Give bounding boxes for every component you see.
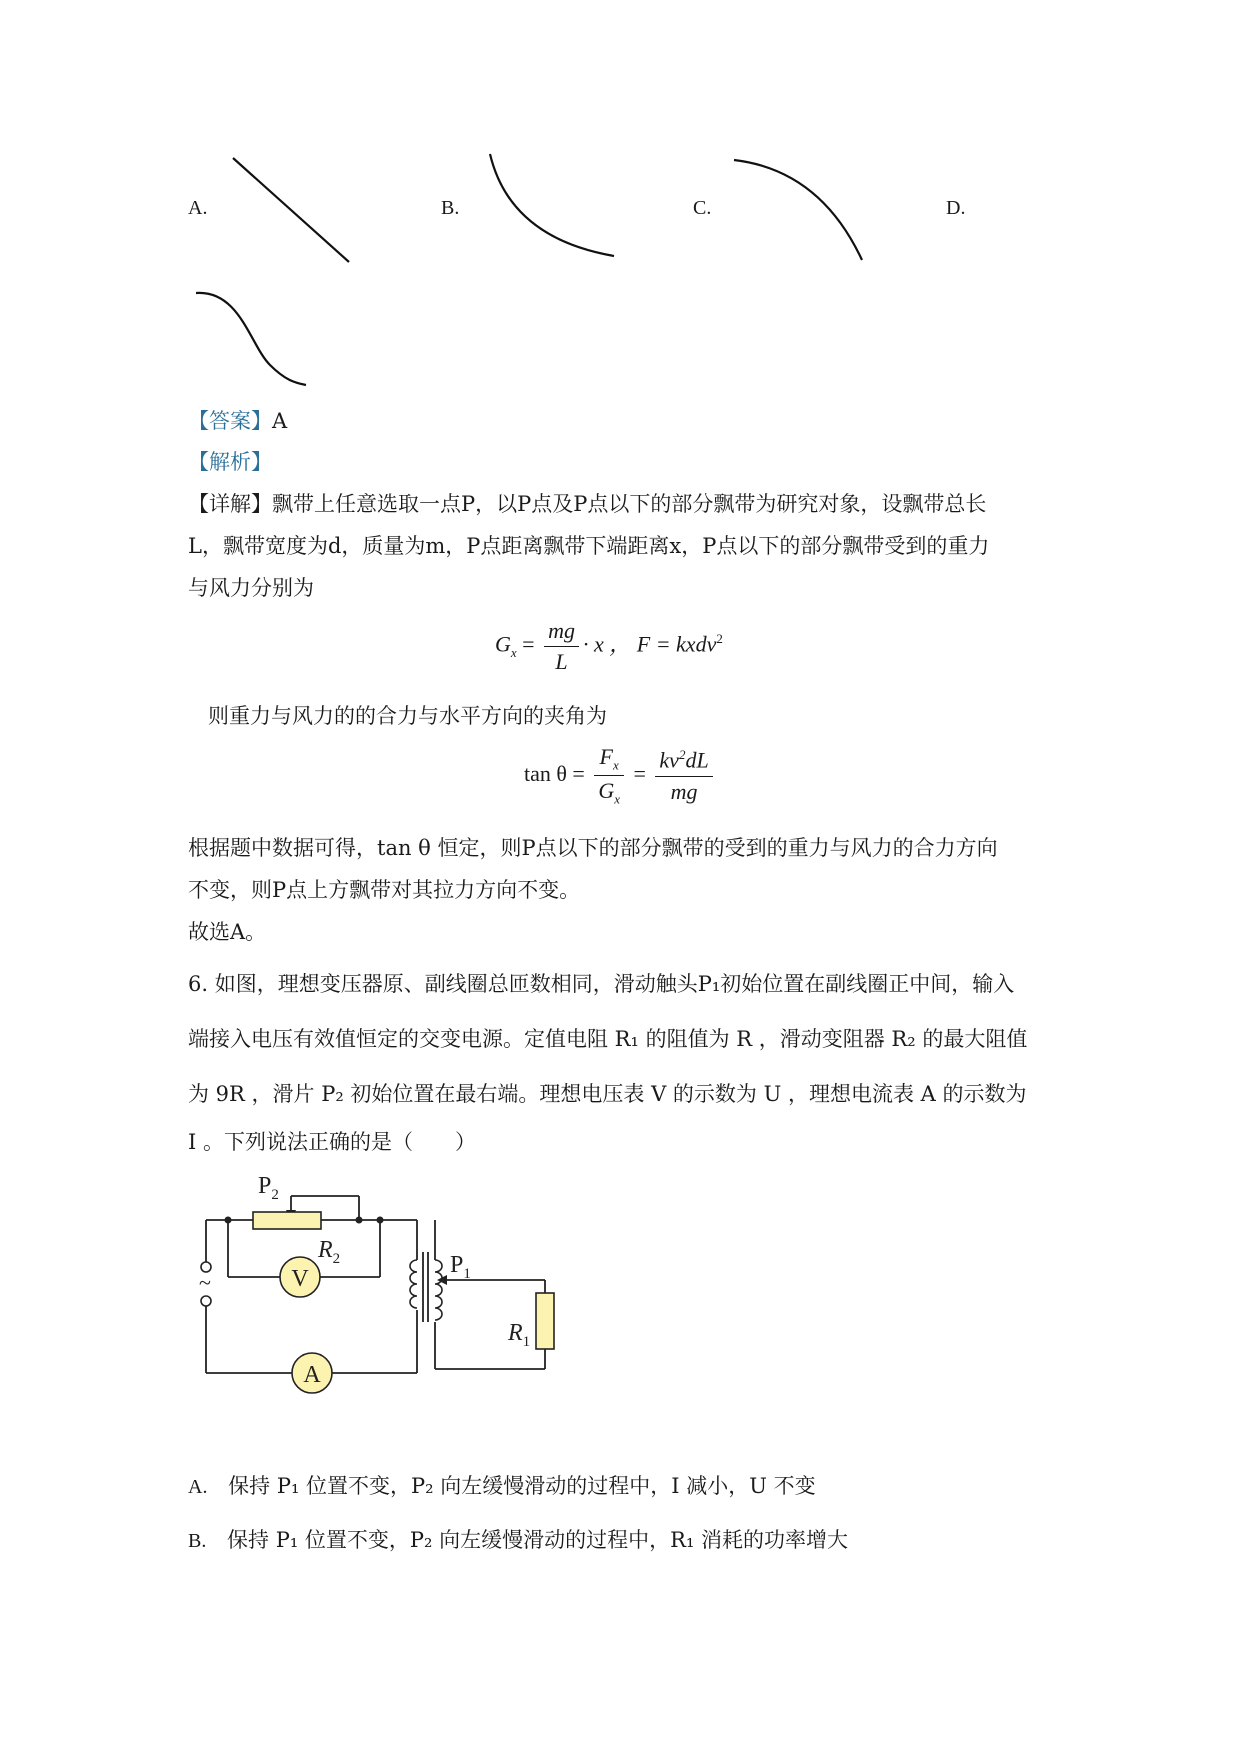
resistor-r1 bbox=[536, 1293, 554, 1349]
question6-line-1: 6. 如图，理想变压器原、副线圈总匝数相同，滑动触头P₁初始位置在副线圈正中间，输入 bbox=[188, 972, 1015, 996]
eq2-fraction-1 bbox=[594, 744, 624, 808]
p1-sub: 1 bbox=[463, 1266, 471, 1282]
eq2-num1-sub: x bbox=[613, 757, 619, 773]
eq2-num2-sup: 2 bbox=[678, 747, 686, 763]
choice-a bbox=[188, 1470, 816, 1500]
choice-a-label: A. bbox=[188, 1476, 208, 1498]
eq2-num1 bbox=[594, 744, 624, 776]
eq1-g-sub: x bbox=[510, 644, 517, 660]
eq2-lhs: tan θ = bbox=[524, 760, 591, 786]
detail-line-3: 与风力分别为 bbox=[188, 576, 314, 600]
p2-letter: P bbox=[258, 1173, 272, 1199]
r2-sub: 2 bbox=[332, 1251, 341, 1267]
r1-sub: 1 bbox=[522, 1334, 531, 1350]
detail-line-5: 根据题中数据可得，tan θ 恒定，则P点以下的部分飘带的受到的重力与风力的合力方向 bbox=[188, 836, 998, 860]
option-c-label: C. bbox=[693, 197, 712, 219]
eq2-num2-kv: kv bbox=[659, 747, 679, 773]
eq1-tail: · x ， F = kxdv bbox=[582, 631, 717, 657]
choice-b-label: B. bbox=[188, 1530, 207, 1552]
circuit-diagram bbox=[190, 1160, 590, 1410]
detail-tag: 【详解】 bbox=[188, 492, 272, 516]
eq1-equals: = bbox=[516, 631, 541, 657]
question6-line-4: I 。下列说法正确的是（ ） bbox=[188, 1130, 476, 1154]
eq2-den1 bbox=[594, 776, 624, 807]
p1-letter: P bbox=[450, 1252, 464, 1278]
eq2-num2-tail: dL bbox=[685, 747, 709, 773]
option-b-label: B. bbox=[441, 197, 460, 219]
eq1-numerator: mg bbox=[544, 618, 579, 647]
equation-gravity-wind bbox=[495, 618, 723, 675]
option-d-curve bbox=[190, 285, 320, 390]
eq1-sup: 2 bbox=[716, 631, 723, 647]
eq1-fraction bbox=[544, 618, 579, 675]
option-d-label: D. bbox=[946, 197, 966, 219]
detail-line-4: 则重力与风力的的合力与水平方向的夹角为 bbox=[208, 704, 607, 728]
eq2-den1-g: G bbox=[598, 778, 615, 804]
eq2-den2: mg bbox=[670, 778, 698, 804]
option-b-curve bbox=[480, 148, 620, 263]
choice-b-text: 保持 P₁ 位置不变，P₂ 向左缓慢滑动的过程中，R₁ 消耗的功率增大 bbox=[227, 1528, 849, 1552]
p2-sub: 2 bbox=[271, 1187, 279, 1203]
r2-letter: R bbox=[318, 1237, 333, 1263]
detail-text-1: 飘带上任意选取一点P，以P点及P点以下的部分飘带为研究对象，设飘带总长 bbox=[272, 492, 987, 516]
option-c-curve bbox=[730, 150, 870, 265]
question6-line-3: 为 9R ，滑片 P₂ 初始位置在最右端。理想电压表 V 的示数为 U ，理想电流表 A 的示数为 bbox=[188, 1082, 1027, 1106]
option-a-curve bbox=[225, 150, 365, 265]
detail-line-7: 故选A。 bbox=[188, 920, 267, 944]
detail-line-1 bbox=[188, 488, 986, 518]
choice-b bbox=[188, 1524, 848, 1554]
eq2-num1-f: F bbox=[599, 744, 613, 769]
answer-value: A bbox=[272, 409, 288, 433]
answer-line bbox=[188, 405, 287, 435]
eq1-g: G bbox=[495, 631, 511, 657]
r1-label bbox=[507, 1320, 530, 1350]
detail-line-6: 不变，则P点上方飘带对其拉力方向不变。 bbox=[188, 878, 581, 902]
r1-letter: R bbox=[508, 1320, 523, 1346]
answer-tag: 【答案】 bbox=[188, 409, 272, 433]
p2-label bbox=[258, 1173, 279, 1203]
option-a-label: A. bbox=[188, 197, 208, 219]
equation-tan-theta bbox=[524, 744, 717, 808]
detail-line-2: L，飘带宽度为d，质量为m，P点距离飘带下端距离x，P点以下的部分飘带受到的重力 bbox=[188, 534, 990, 558]
eq2-num2 bbox=[655, 747, 712, 776]
voltmeter-label: V bbox=[291, 1266, 309, 1292]
resistor-r2 bbox=[253, 1212, 321, 1229]
ammeter-label: A bbox=[303, 1362, 321, 1388]
eq2-fraction-2 bbox=[655, 747, 712, 804]
choice-a-text: 保持 P₁ 位置不变，P₂ 向左缓慢滑动的过程中，I 减小，U 不变 bbox=[228, 1474, 816, 1498]
eq2-den1-sub: x bbox=[614, 791, 620, 807]
p1-label bbox=[450, 1252, 471, 1282]
eq1-denominator: L bbox=[555, 649, 568, 674]
source-symbol: ~ bbox=[199, 1270, 211, 1295]
question6-line-2: 端接入电压有效值恒定的交变电源。定值电阻 R₁ 的阻值为 R ，滑动变阻器 R₂ 的最大阻值 bbox=[188, 1027, 1028, 1051]
analysis-tag: 【解析】 bbox=[188, 450, 272, 474]
eq2-equals: = bbox=[628, 760, 652, 786]
r2-label bbox=[317, 1237, 340, 1267]
